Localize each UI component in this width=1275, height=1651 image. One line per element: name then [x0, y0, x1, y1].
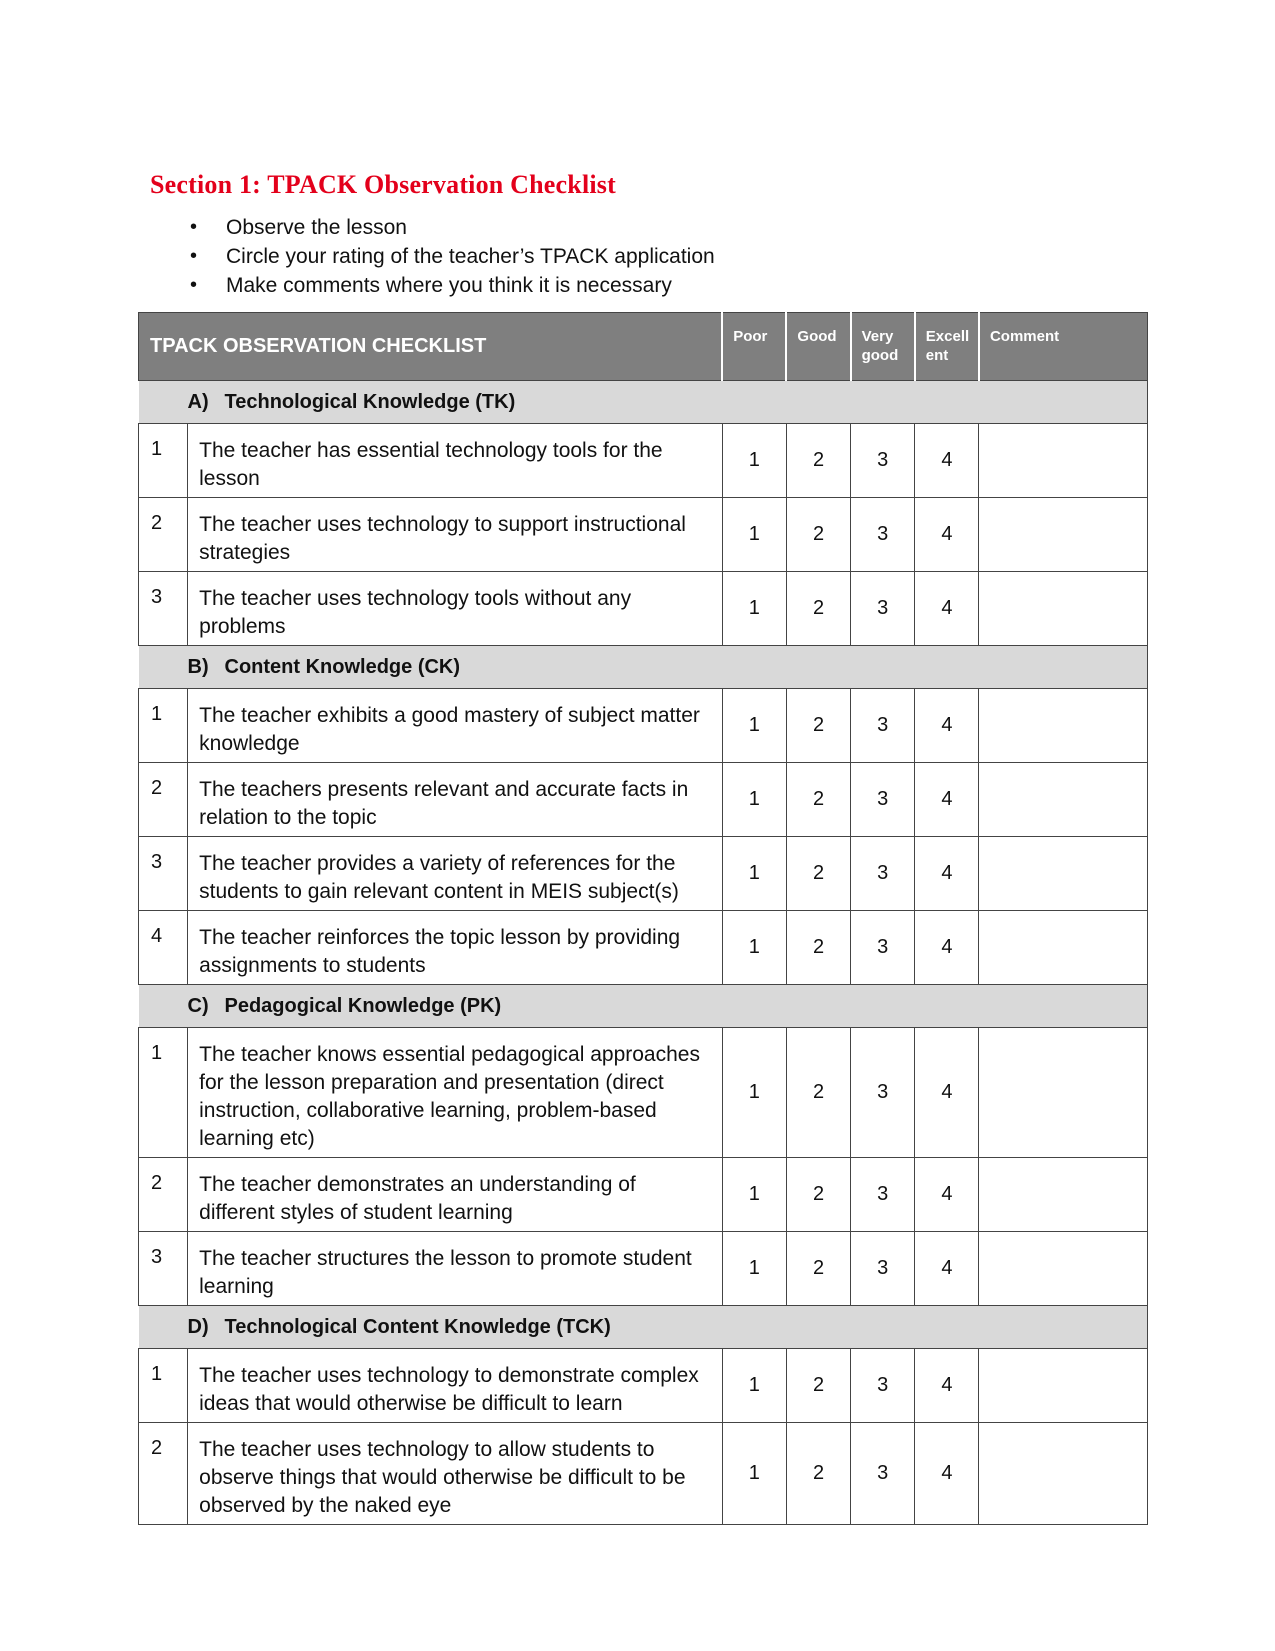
section-name: Technological Content Knowledge (TCK) [224, 1315, 611, 1338]
item-statement: The teacher uses technology to support instructional strategies [188, 498, 723, 572]
table-title: TPACK OBSERVATION CHECKLIST [139, 313, 723, 381]
item-number: 1 [139, 689, 188, 763]
item-number: 3 [139, 572, 188, 646]
comment-cell[interactable] [979, 763, 1148, 837]
section-heading [139, 381, 1148, 424]
column-header-very-good: Very good [851, 313, 915, 381]
table-row [139, 689, 1148, 763]
rating-good[interactable]: 2 [786, 424, 850, 498]
item-number: 2 [139, 498, 188, 572]
rating-very-good[interactable]: 3 [851, 1423, 915, 1525]
section-letter: B) [187, 655, 209, 678]
section-row [139, 646, 1148, 689]
item-statement: The teachers presents relevant and accurate facts in relation to the topic [188, 763, 723, 837]
rating-poor[interactable]: 1 [722, 1349, 786, 1423]
item-statement: The teacher demonstrates an understanding of different styles of student learning [188, 1158, 723, 1232]
section-name: Pedagogical Knowledge (PK) [224, 994, 502, 1017]
section-title: Section 1: TPACK Observation Checklist [150, 170, 616, 199]
rating-very-good[interactable]: 3 [851, 1349, 915, 1423]
column-header-good: Good [786, 313, 850, 381]
rating-good[interactable]: 2 [786, 498, 850, 572]
table-row [139, 498, 1148, 572]
comment-cell[interactable] [979, 689, 1148, 763]
rating-very-good[interactable]: 3 [851, 498, 915, 572]
item-statement: The teacher provides a variety of references for the students to gain relevant content in MEIS subject(s) [188, 837, 723, 911]
rating-poor[interactable]: 1 [722, 837, 786, 911]
rating-excellent[interactable]: 4 [915, 689, 979, 763]
instruction-item: • Make comments where you think it is necessary [190, 271, 715, 300]
rating-good[interactable]: 2 [786, 837, 850, 911]
rating-good[interactable]: 2 [786, 1349, 850, 1423]
tpack-checklist-table [138, 312, 1148, 1525]
item-number: 1 [139, 1349, 188, 1423]
item-number: 1 [139, 1028, 188, 1158]
table-header-row [139, 313, 1148, 381]
bullet-icon: • [190, 216, 198, 238]
item-number: 2 [139, 1158, 188, 1232]
table-row [139, 1423, 1148, 1525]
comment-cell[interactable] [979, 498, 1148, 572]
rating-poor[interactable]: 1 [722, 911, 786, 985]
column-header-poor: Poor [722, 313, 786, 381]
comment-cell[interactable] [979, 424, 1148, 498]
rating-very-good[interactable]: 3 [851, 1158, 915, 1232]
rating-excellent[interactable]: 4 [915, 837, 979, 911]
item-number: 1 [139, 424, 188, 498]
table-row [139, 911, 1148, 985]
table-row [139, 1232, 1148, 1306]
rating-poor[interactable]: 1 [722, 1232, 786, 1306]
rating-poor[interactable]: 1 [722, 763, 786, 837]
rating-excellent[interactable]: 4 [915, 498, 979, 572]
item-number: 4 [139, 911, 188, 985]
table-row [139, 424, 1148, 498]
table-row [139, 572, 1148, 646]
rating-excellent[interactable]: 4 [915, 1158, 979, 1232]
rating-excellent[interactable]: 4 [915, 424, 979, 498]
section-heading [139, 1306, 1148, 1349]
item-statement: The teacher reinforces the topic lesson by providing assignments to students [188, 911, 723, 985]
rating-excellent[interactable]: 4 [915, 911, 979, 985]
rating-excellent[interactable]: 4 [915, 763, 979, 837]
rating-poor[interactable]: 1 [722, 1028, 786, 1158]
section-row [139, 985, 1148, 1028]
column-header-excellent: Excell ent [915, 313, 979, 381]
rating-very-good[interactable]: 3 [851, 911, 915, 985]
section-row [139, 1306, 1148, 1349]
rating-very-good[interactable]: 3 [851, 763, 915, 837]
instruction-item: • Observe the lesson [190, 213, 715, 242]
item-number: 3 [139, 1232, 188, 1306]
instruction-item: • Circle your rating of the teacher’s TPACK application [190, 242, 715, 271]
comment-cell[interactable] [979, 837, 1148, 911]
rating-very-good[interactable]: 3 [851, 837, 915, 911]
section-heading [139, 985, 1148, 1028]
comment-cell[interactable] [979, 1158, 1148, 1232]
table-row [139, 837, 1148, 911]
table-row [139, 1349, 1148, 1423]
rating-good[interactable]: 2 [786, 763, 850, 837]
bullet-icon: • [190, 245, 198, 267]
rating-good[interactable]: 2 [786, 1028, 850, 1158]
instructions-list [190, 213, 715, 300]
item-number: 2 [139, 763, 188, 837]
rating-very-good[interactable]: 3 [851, 1028, 915, 1158]
section-row [139, 381, 1148, 424]
rating-very-good[interactable]: 3 [851, 689, 915, 763]
item-statement: The teacher uses technology to allow students to observe things that would otherwise be difficult to be observed by the naked eye [188, 1423, 723, 1525]
rating-good[interactable]: 2 [786, 572, 850, 646]
rating-poor[interactable]: 1 [722, 572, 786, 646]
rating-poor[interactable]: 1 [722, 1423, 786, 1525]
item-statement: The teacher has essential technology tools for the lesson [188, 424, 723, 498]
table-row [139, 1028, 1148, 1158]
rating-good[interactable]: 2 [786, 1158, 850, 1232]
rating-good[interactable]: 2 [786, 1423, 850, 1525]
bullet-icon: • [190, 274, 198, 296]
rating-poor[interactable]: 1 [722, 424, 786, 498]
rating-poor[interactable]: 1 [722, 1158, 786, 1232]
item-statement: The teacher knows essential pedagogical approaches for the lesson preparation and presentation (direct instruction, collaborative learning, problem-based learning etc) [188, 1028, 723, 1158]
table-body [139, 381, 1148, 1525]
rating-excellent[interactable]: 4 [915, 1028, 979, 1158]
rating-good[interactable]: 2 [786, 911, 850, 985]
comment-cell[interactable] [979, 1349, 1148, 1423]
rating-very-good[interactable]: 3 [851, 572, 915, 646]
rating-very-good[interactable]: 3 [851, 1232, 915, 1306]
rating-excellent[interactable]: 4 [915, 1232, 979, 1306]
rating-poor[interactable]: 1 [722, 689, 786, 763]
section-letter: C) [187, 994, 209, 1017]
section-name: Technological Knowledge (TK) [224, 390, 516, 413]
rating-excellent[interactable]: 4 [915, 572, 979, 646]
comment-cell[interactable] [979, 911, 1148, 985]
section-letter: D) [187, 1315, 209, 1338]
table-row [139, 1158, 1148, 1232]
rating-excellent[interactable]: 4 [915, 1423, 979, 1525]
item-number: 2 [139, 1423, 188, 1525]
rating-very-good[interactable]: 3 [851, 424, 915, 498]
rating-poor[interactable]: 1 [722, 498, 786, 572]
item-statement: The teacher structures the lesson to promote student learning [188, 1232, 723, 1306]
section-name: Content Knowledge (CK) [224, 655, 461, 678]
section-heading [139, 646, 1148, 689]
comment-cell[interactable] [979, 1232, 1148, 1306]
column-header-comment: Comment [979, 313, 1148, 381]
comment-cell[interactable] [979, 1423, 1148, 1525]
comment-cell[interactable] [979, 572, 1148, 646]
rating-good[interactable]: 2 [786, 1232, 850, 1306]
table-row [139, 763, 1148, 837]
section-letter: A) [187, 390, 209, 413]
item-statement: The teacher uses technology tools without any problems [188, 572, 723, 646]
comment-cell[interactable] [979, 1028, 1148, 1158]
item-statement: The teacher exhibits a good mastery of subject matter knowledge [188, 689, 723, 763]
rating-excellent[interactable]: 4 [915, 1349, 979, 1423]
rating-good[interactable]: 2 [786, 689, 850, 763]
item-number: 3 [139, 837, 188, 911]
item-statement: The teacher uses technology to demonstrate complex ideas that would otherwise be difficult to learn [188, 1349, 723, 1423]
